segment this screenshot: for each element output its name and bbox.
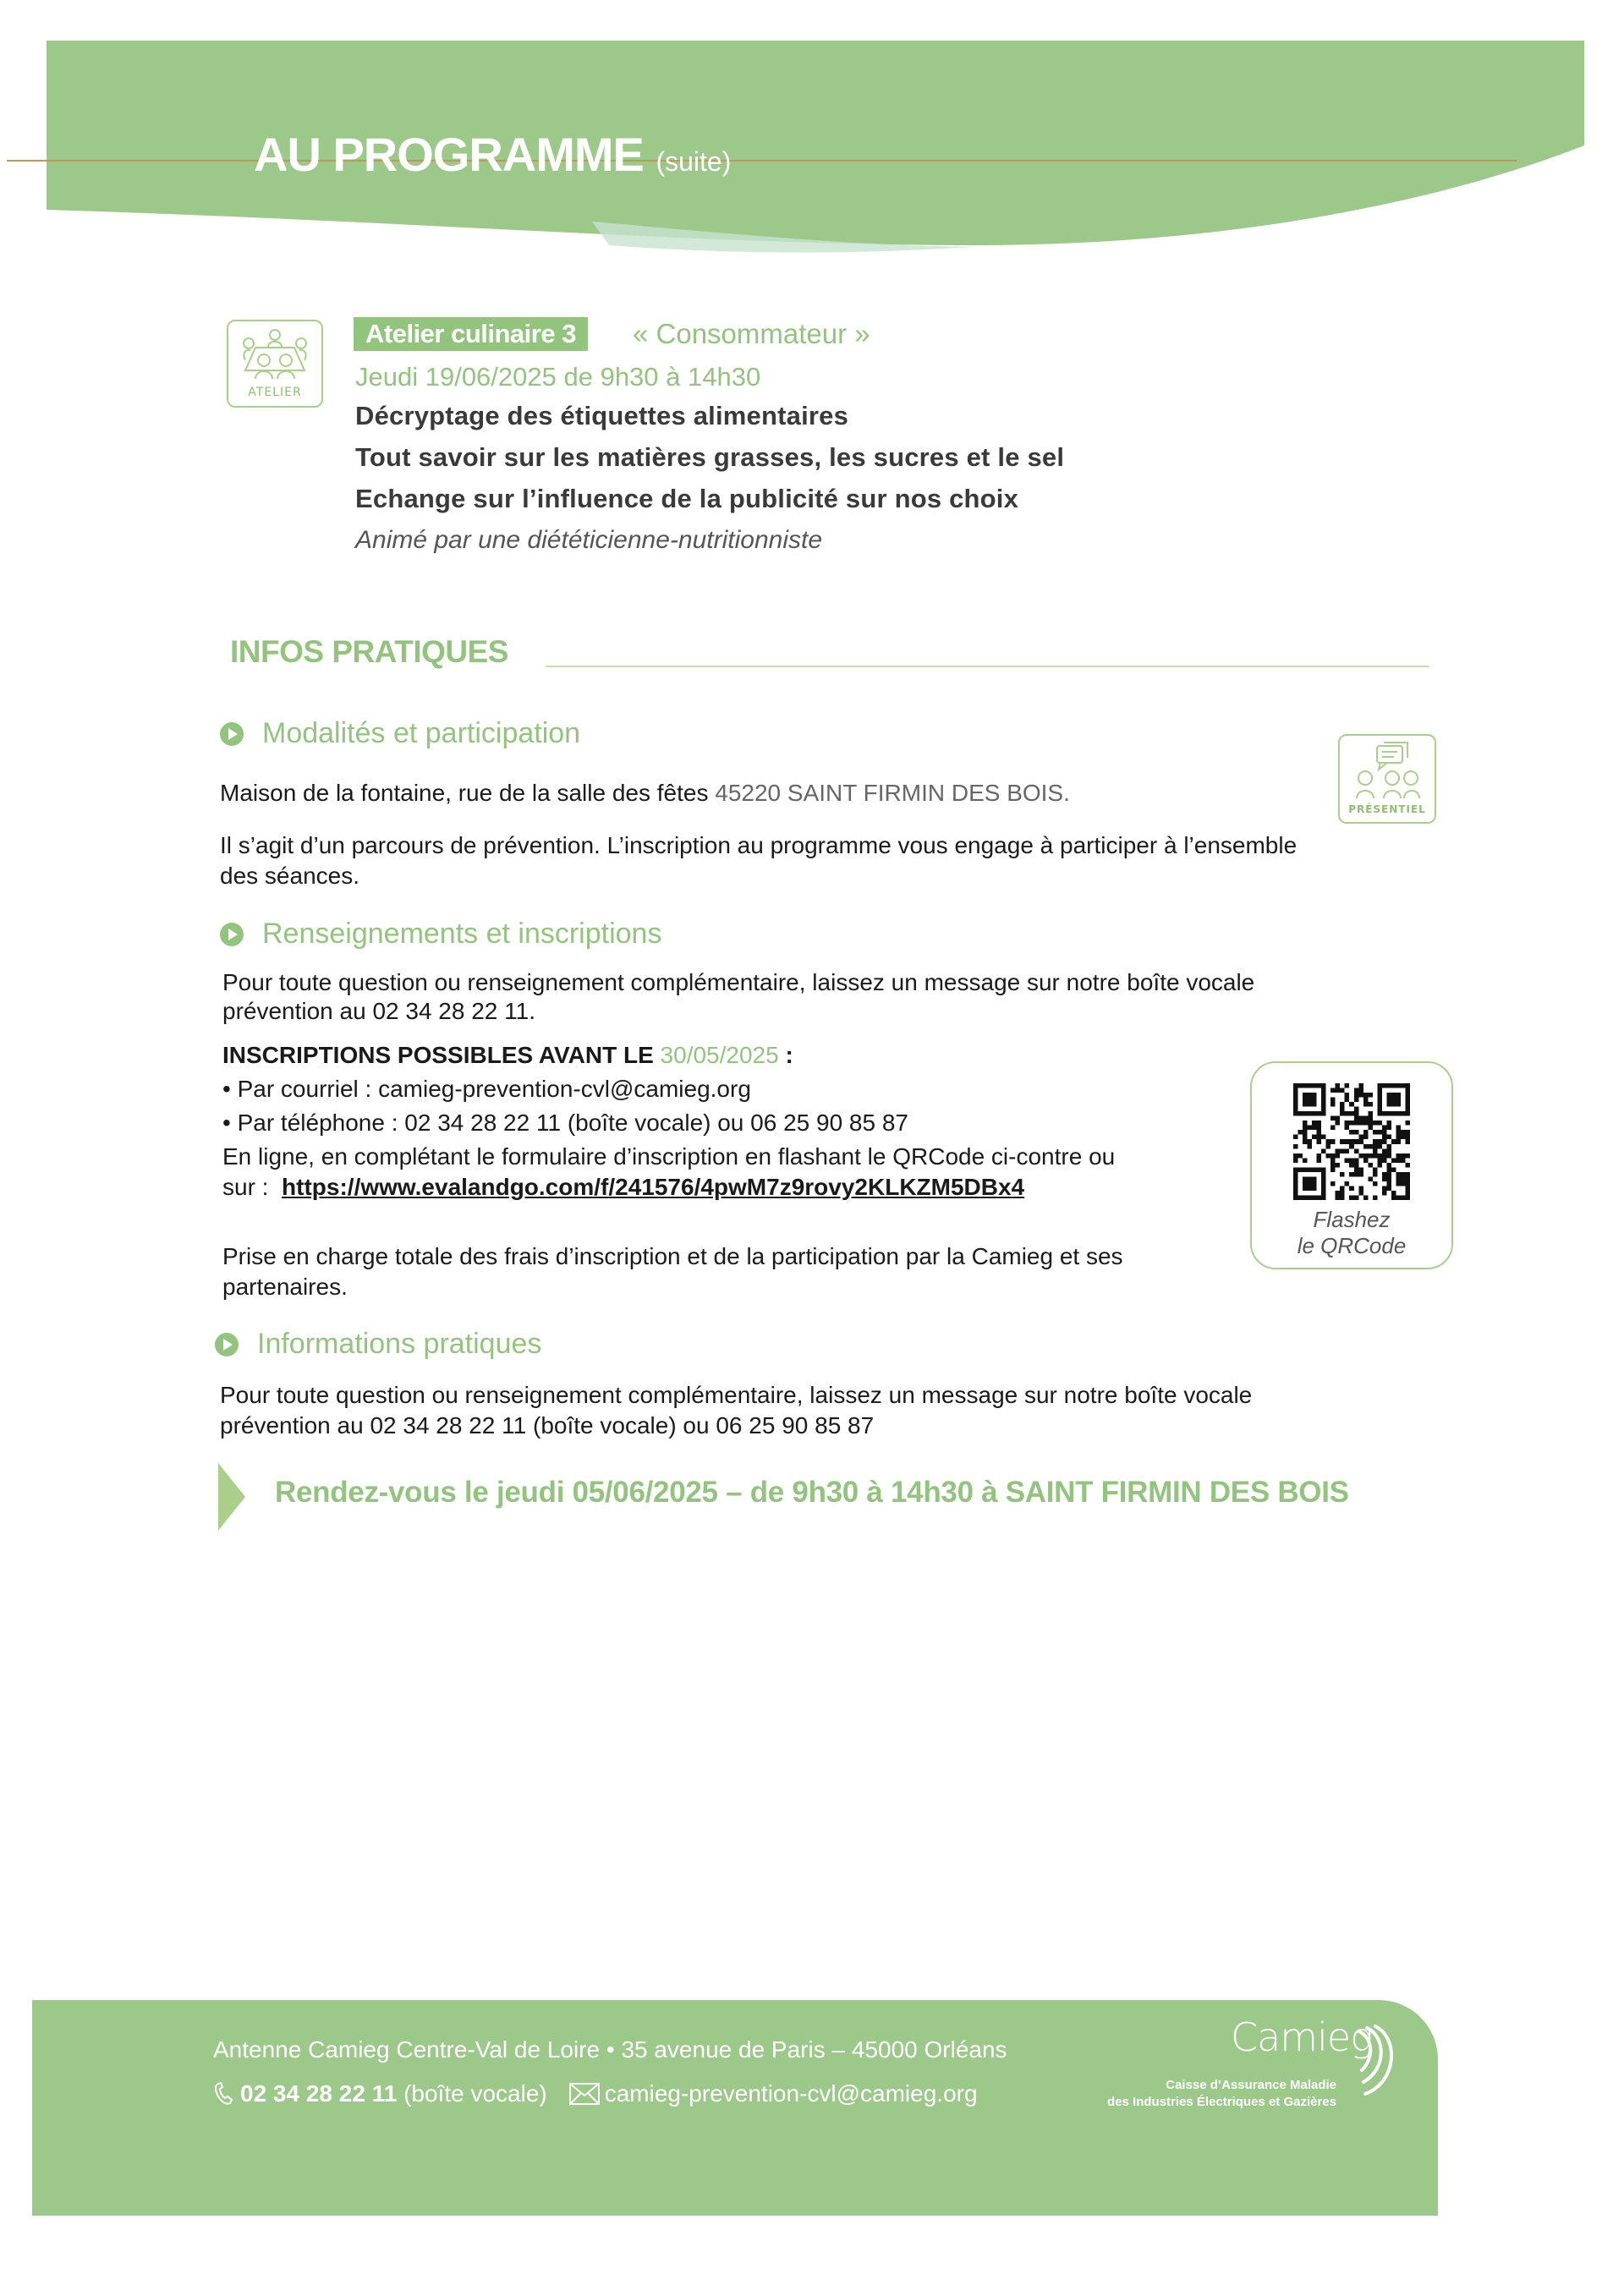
play-circle-icon — [220, 923, 244, 946]
bullet-phone: • Par téléphone : 02 34 28 22 11 (boîte vocale) ou 06 25 90 85 87 — [222, 1110, 909, 1136]
modalites-paragraph-line: Il s’agit d’un parcours de prévention. L’inscription au programme vous engage à participer à l’ensemble — [220, 832, 1298, 858]
modalites-paragraph-line: des séances. — [220, 863, 359, 889]
subhead-label: Renseignements et inscriptions — [262, 918, 662, 950]
atelier-icon-box — [227, 320, 323, 408]
atelier-badge: Atelier culinaire 3 — [354, 317, 588, 351]
deadline-date: 30/05/2025 — [660, 1042, 779, 1068]
funding-line: Prise en charge totale des frais d’inscription et de la participation par la Camieg et ses — [222, 1243, 1123, 1269]
informations-line: Pour toute question ou renseignement complémentaire, laissez un message sur notre boîte vocale — [220, 1382, 1253, 1408]
footer-phone: 02 34 28 22 11 — [240, 2080, 398, 2107]
page-title-suffix: (suite) — [656, 146, 732, 177]
subhead-modalites — [220, 717, 580, 750]
presentiel-icon-box — [1338, 734, 1436, 824]
subhead-renseignements — [220, 918, 661, 951]
in-person-meeting-icon — [1340, 741, 1435, 802]
deadline-label: INSCRIPTIONS POSSIBLES AVANT LE — [222, 1042, 654, 1068]
camieg-logo-waves-icon — [1352, 2023, 1402, 2099]
arrow-right-icon — [218, 1463, 245, 1531]
atelier-topic: Décryptage des étiquettes alimentaires — [355, 401, 849, 430]
section-divider — [546, 666, 1429, 667]
subhead-label: Informations pratiques — [257, 1328, 542, 1360]
renseignements-line: Pour toute question ou renseignement complémentaire, laissez un message sur notre boîte vocale — [222, 969, 1255, 995]
subhead-informations — [215, 1328, 541, 1361]
atelier-topic: Echange sur l’influence de la publicité sur nos choix — [355, 484, 1019, 513]
camieg-logo-text: Camieg — [1231, 2014, 1373, 2060]
page-title-main: AU PROGRAMME — [254, 128, 644, 181]
qr-code[interactable] — [1293, 1083, 1410, 1200]
atelier-topic: Tout savoir sur les matières grasses, les sucres et le sel — [355, 442, 1065, 472]
footer-email[interactable]: camieg-prevention-cvl@camieg.org — [604, 2080, 978, 2107]
funding-line: partenaires. — [222, 1274, 348, 1300]
phone-icon — [213, 2082, 233, 2106]
camieg-logo-subtitle: Caisse d’Assurance Maladie — [1166, 2078, 1336, 2092]
address-city: 45220 SAINT FIRMIN DES BOIS. — [715, 780, 1070, 806]
camieg-logo-subtitle: des Industries Électriques et Gazières — [1107, 2095, 1336, 2109]
atelier-theme: « Consommateur » — [633, 318, 870, 349]
mail-icon — [569, 2083, 600, 2105]
page-title — [254, 127, 731, 182]
presentiel-label: PRÉSENTIEL — [1348, 803, 1426, 815]
atelier-icon-label: ATELIER — [248, 386, 302, 399]
atelier-facilitator: Animé par une diététicienne-nutritionniste — [355, 526, 822, 554]
qr-caption-line: le QRCode — [1297, 1233, 1407, 1258]
address-main: Maison de la fontaine, rue de la salle des fêtes — [220, 780, 709, 806]
online-url-line — [222, 1172, 1024, 1203]
footer-address: Antenne Camieg Centre-Val de Loire • 35 avenue de Paris – 45000 Orléans — [213, 2036, 1007, 2063]
rendezvous-banner: Rendez-vous le jeudi 05/06/2025 – de 9h30 à 14h30 à SAINT FIRMIN DES BOIS — [275, 1476, 1349, 1509]
online-prefix: sur : — [222, 1174, 269, 1200]
online-line: En ligne, en complétant le formulaire d’inscription en flashant le QRCode ci-contre ou — [222, 1143, 1116, 1170]
subhead-label: Modalités et participation — [262, 717, 581, 749]
play-circle-icon — [220, 722, 244, 746]
atelier-date: Jeudi 19/06/2025 de 9h30 à 14h30 — [355, 362, 761, 392]
inscription-deadline — [222, 1040, 793, 1071]
footer-phone-note: (boîte vocale) — [403, 2080, 547, 2107]
section-title-infos: INFOS PRATIQUES — [230, 634, 508, 669]
qr-code-box — [1250, 1061, 1453, 1269]
bullet-email: • Par courriel : camieg-prevention-cvl@camieg.org — [222, 1076, 751, 1102]
workshop-table-icon — [228, 326, 321, 386]
registration-link[interactable]: https://www.evalandgo.com/f/241576/4pwM7z9rovy2KLKZM5DBx4 — [282, 1174, 1025, 1200]
deadline-colon: : — [785, 1042, 793, 1068]
renseignements-line: prévention au 02 34 28 22 11. — [222, 998, 536, 1024]
header-banner — [0, 0, 1624, 271]
footer-contact — [213, 2080, 978, 2107]
informations-line: prévention au 02 34 28 22 11 (boîte vocale) ou 06 25 90 85 87 — [220, 1412, 875, 1438]
address-line — [220, 778, 1070, 808]
play-circle-icon — [215, 1333, 239, 1356]
qr-caption-line: Flashez — [1313, 1207, 1391, 1232]
